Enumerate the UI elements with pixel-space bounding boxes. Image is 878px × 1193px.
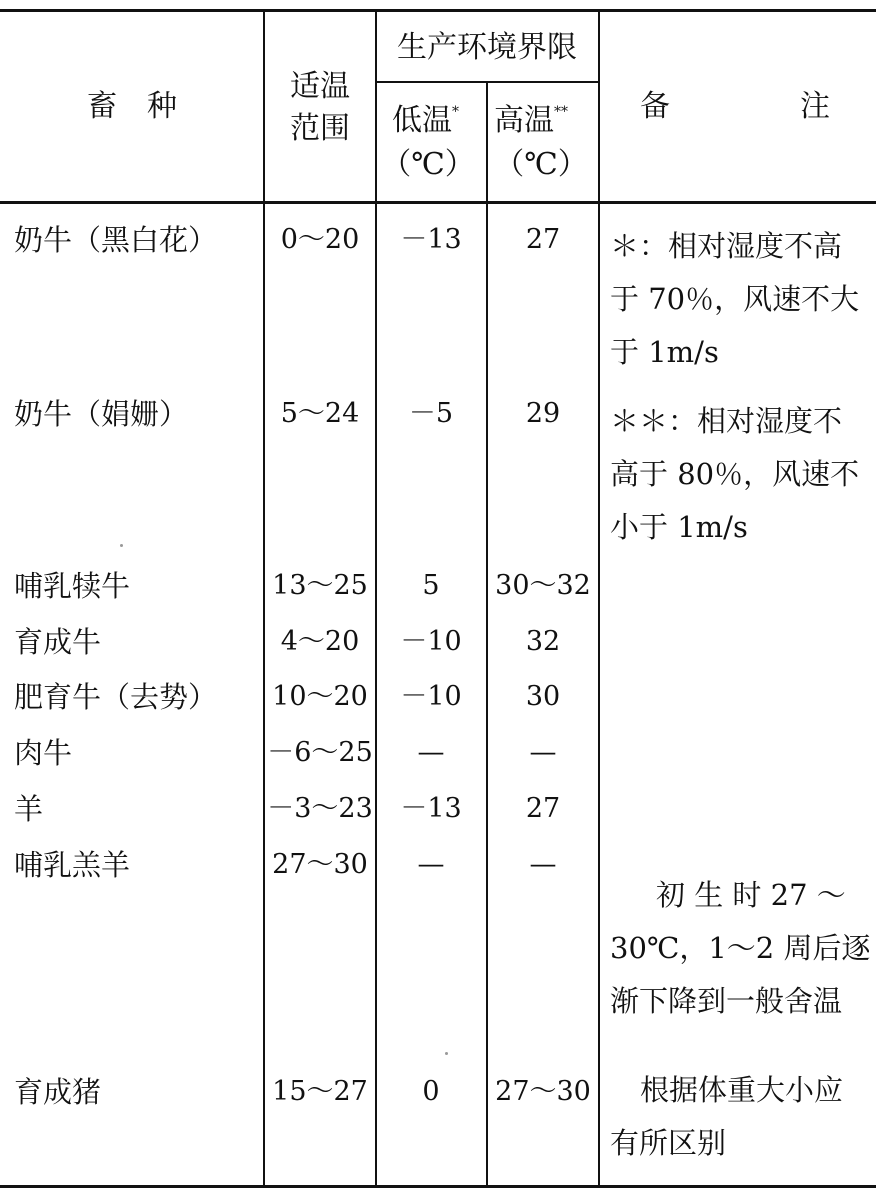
cell-high: 29: [525, 398, 561, 429]
top-rule: [0, 9, 876, 12]
cell-high: —: [529, 737, 557, 768]
remark-line: 高于 80％，风速不: [610, 457, 860, 491]
cell-high: 27: [525, 793, 561, 824]
cell-species: 羊: [14, 792, 44, 826]
cell-suitable: 15～27: [272, 1076, 368, 1107]
cell-high: 27～30: [495, 1076, 591, 1107]
cell-suitable: －6～25: [267, 737, 373, 768]
cell-low: 0: [422, 1076, 440, 1107]
cell-low: －13: [400, 793, 462, 824]
remark-line: 渐下降到一般舍温: [610, 984, 843, 1018]
remark-line: 于 1m/s: [610, 335, 719, 369]
remark-note-3: [610, 869, 870, 1028]
header-remarks-left: 备: [640, 89, 670, 124]
remark-note-4: [610, 1064, 843, 1170]
cell-species: 肥育牛（去势）: [14, 680, 218, 714]
header-high-mark: **: [554, 104, 568, 120]
header-low-temp: [392, 105, 459, 136]
scan-speck: [120, 544, 123, 547]
remark-line: ＊＊：相对湿度不: [610, 404, 843, 438]
remark-line: 于 70％，风速不大: [610, 282, 860, 316]
cell-species: 奶牛（娟姗）: [14, 397, 189, 431]
remark-line: 小于 1m/s: [610, 510, 748, 544]
cell-species: 育成牛: [14, 625, 102, 659]
scan-speck: [445, 1052, 448, 1055]
remark-line: 30℃，1～2 周后逐: [610, 931, 871, 965]
cell-low: －13: [400, 224, 462, 255]
remark-note-2: [610, 395, 859, 554]
cell-suitable: 5～24: [280, 398, 360, 429]
cell-suitable: 10～20: [272, 681, 368, 712]
cell-low: －5: [408, 398, 454, 429]
remark-line: ＊：相对湿度不高: [610, 229, 843, 263]
header-limit-group: 生产环境界限: [397, 30, 577, 65]
header-low-unit: （℃）: [381, 147, 475, 182]
header-high-label: 高温: [494, 103, 554, 138]
cell-low: —: [417, 737, 445, 768]
cell-suitable: 27～30: [272, 849, 368, 880]
col-divider-1: [263, 11, 265, 1186]
header-bottom-rule: [0, 201, 876, 204]
cell-suitable: －3～23: [267, 793, 373, 824]
cell-species: 奶牛（黑白花）: [14, 223, 218, 257]
cell-low: －10: [400, 626, 462, 657]
header-remarks-right: 注: [800, 89, 830, 124]
header-species: 畜 种: [87, 89, 177, 124]
header-low-mark: *: [452, 104, 459, 120]
remark-line: 初 生 时 27 ～: [656, 878, 846, 912]
col-divider-3: [486, 82, 488, 1186]
header-high-temp: [494, 105, 568, 136]
header-suitable-line2: 范围: [290, 111, 350, 146]
cell-high: 32: [525, 626, 561, 657]
remark-note-1: [610, 220, 859, 379]
header-suitable-line1: 适温: [290, 69, 350, 104]
bottom-rule: [0, 1185, 876, 1188]
cell-low: 5: [422, 570, 440, 601]
cell-high: 27: [525, 224, 561, 255]
cell-low: －10: [400, 681, 462, 712]
cell-species: 育成猪: [14, 1075, 102, 1109]
cell-suitable: 0～20: [280, 224, 360, 255]
cell-low: —: [417, 849, 445, 880]
cell-species: 哺乳犊牛: [14, 569, 131, 603]
cell-high: —: [529, 849, 557, 880]
header-low-label: 低温: [392, 103, 452, 138]
remark-line: 有所区别: [610, 1126, 727, 1160]
col-divider-2: [375, 11, 377, 1186]
remark-line: 根据体重大小应: [640, 1073, 844, 1107]
header-high-unit: （℃）: [494, 147, 588, 182]
cell-species: 肉牛: [14, 736, 73, 770]
cell-species: 哺乳羔羊: [14, 848, 131, 882]
col-divider-4: [598, 11, 600, 1186]
cell-suitable: 4～20: [280, 626, 360, 657]
cell-high: 30～32: [495, 570, 591, 601]
cell-suitable: 13～25: [272, 570, 368, 601]
cell-high: 30: [525, 681, 561, 712]
